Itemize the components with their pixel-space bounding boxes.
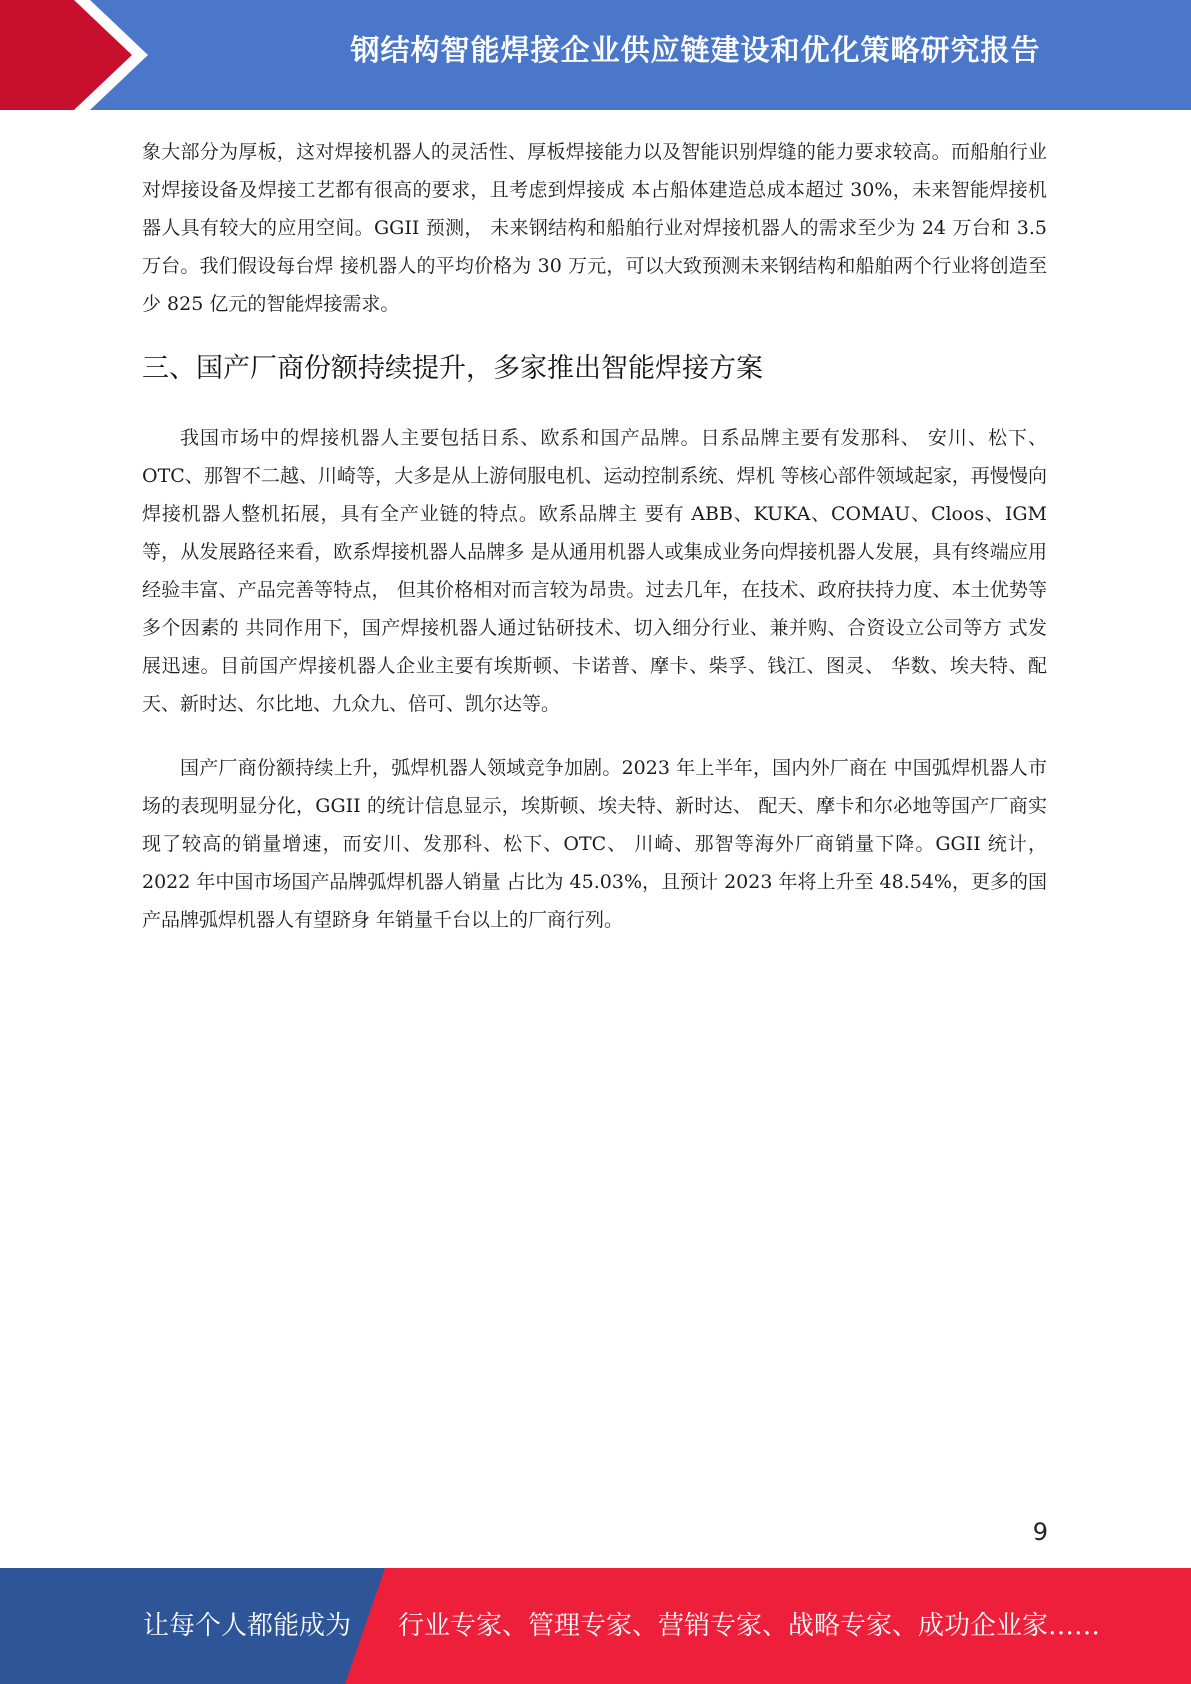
report-title: 钢结构智能焊接企业供应链建设和优化策略研究报告 bbox=[350, 33, 1041, 67]
paragraph-domestic-share: 国产厂商份额持续上升，弧焊机器人领域竞争加剧。2023 年上半年，国内外厂商在 中国弧焊机器人市场的表现明显分化，GGII 的统计信息显示，埃斯顿、埃夫特、新时达、 配天、摩卡和尔必地等国产厂商实现了较高的销量增速，而安川、发那科、松下、OTC、 川崎、那智等海外厂商销量下降。GGII 统计，2022 年中国市场国产品牌弧焊机器人销量 占比为 45.03%，且预计 2023 年将上升至 48.54%，更多的国产品牌弧焊机器人有望跻身 年销量千台以上的厂商行列。 bbox=[142, 757, 1047, 931]
section-heading: 三、国产厂商份额持续提升，多家推出智能焊接方案 bbox=[142, 353, 763, 384]
page-content bbox=[142, 133, 1047, 939]
footer-slogan-left: 让每个人都能成为 bbox=[143, 1611, 352, 1641]
page-footer bbox=[0, 1568, 1191, 1684]
page-number: 9 bbox=[1032, 1518, 1048, 1546]
page-header bbox=[0, 0, 1191, 110]
paragraph-brand-overview: 我国市场中的焊接机器人主要包括日系、欧系和国产品牌。日系品牌主要有发那科、 安川、松下、OTC、那智不二越、川崎等，大多是从上游伺服电机、运动控制系统、焊机 等核心部件领域起家，再慢慢向焊接机器人整机拓展，具有全产业链的特点。欧系品牌主 要有 ABB、KUKA、COMAU、Cloos、IGM 等，从发展路径来看，欧系焊接机器人品牌多 是从通用机器人或集成业务向焊接机器人发展，具有终端应用经验丰富、产品完善等特点， 但其价格相对而言较为昂贵。过去几年，在技术、政府扶持力度、本土优势等多个因素的 共同作用下，国产焊接机器人通过钻研技术、切入细分行业、兼并购、合资设立公司等方 式发展迅速。目前国产焊接机器人企业主要有埃斯顿、卡诺普、摩卡、柴孚、钱江、图灵、 华数、埃夫特、配天、新时达、尔比地、九众九、倍可、凯尔达等。 bbox=[142, 427, 1047, 715]
footer-slogan-right: 行业专家、管理专家、营销专家、战略专家、成功企业家…… bbox=[398, 1611, 1101, 1641]
paragraph-welding-demand: 象大部分为厚板，这对焊接机器人的灵活性、厚板焊接能力以及智能识别焊缝的能力要求较高。而船舶行业对焊接设备及焊接工艺都有很高的要求，且考虑到焊接成 本占船体建造总成本超过 30%，未来智能焊接机器人具有较大的应用空间。GGII 预测， 未来钢结构和船舶行业对焊接机器人的需求至少为 24 万台和 3.5 万台。我们假设每台焊 接机器人的平均价格为 30 万元，可以大致预测未来钢结构和船舶两个行业将创造至少 825 亿元的智能焊接需求。 bbox=[142, 141, 1047, 315]
